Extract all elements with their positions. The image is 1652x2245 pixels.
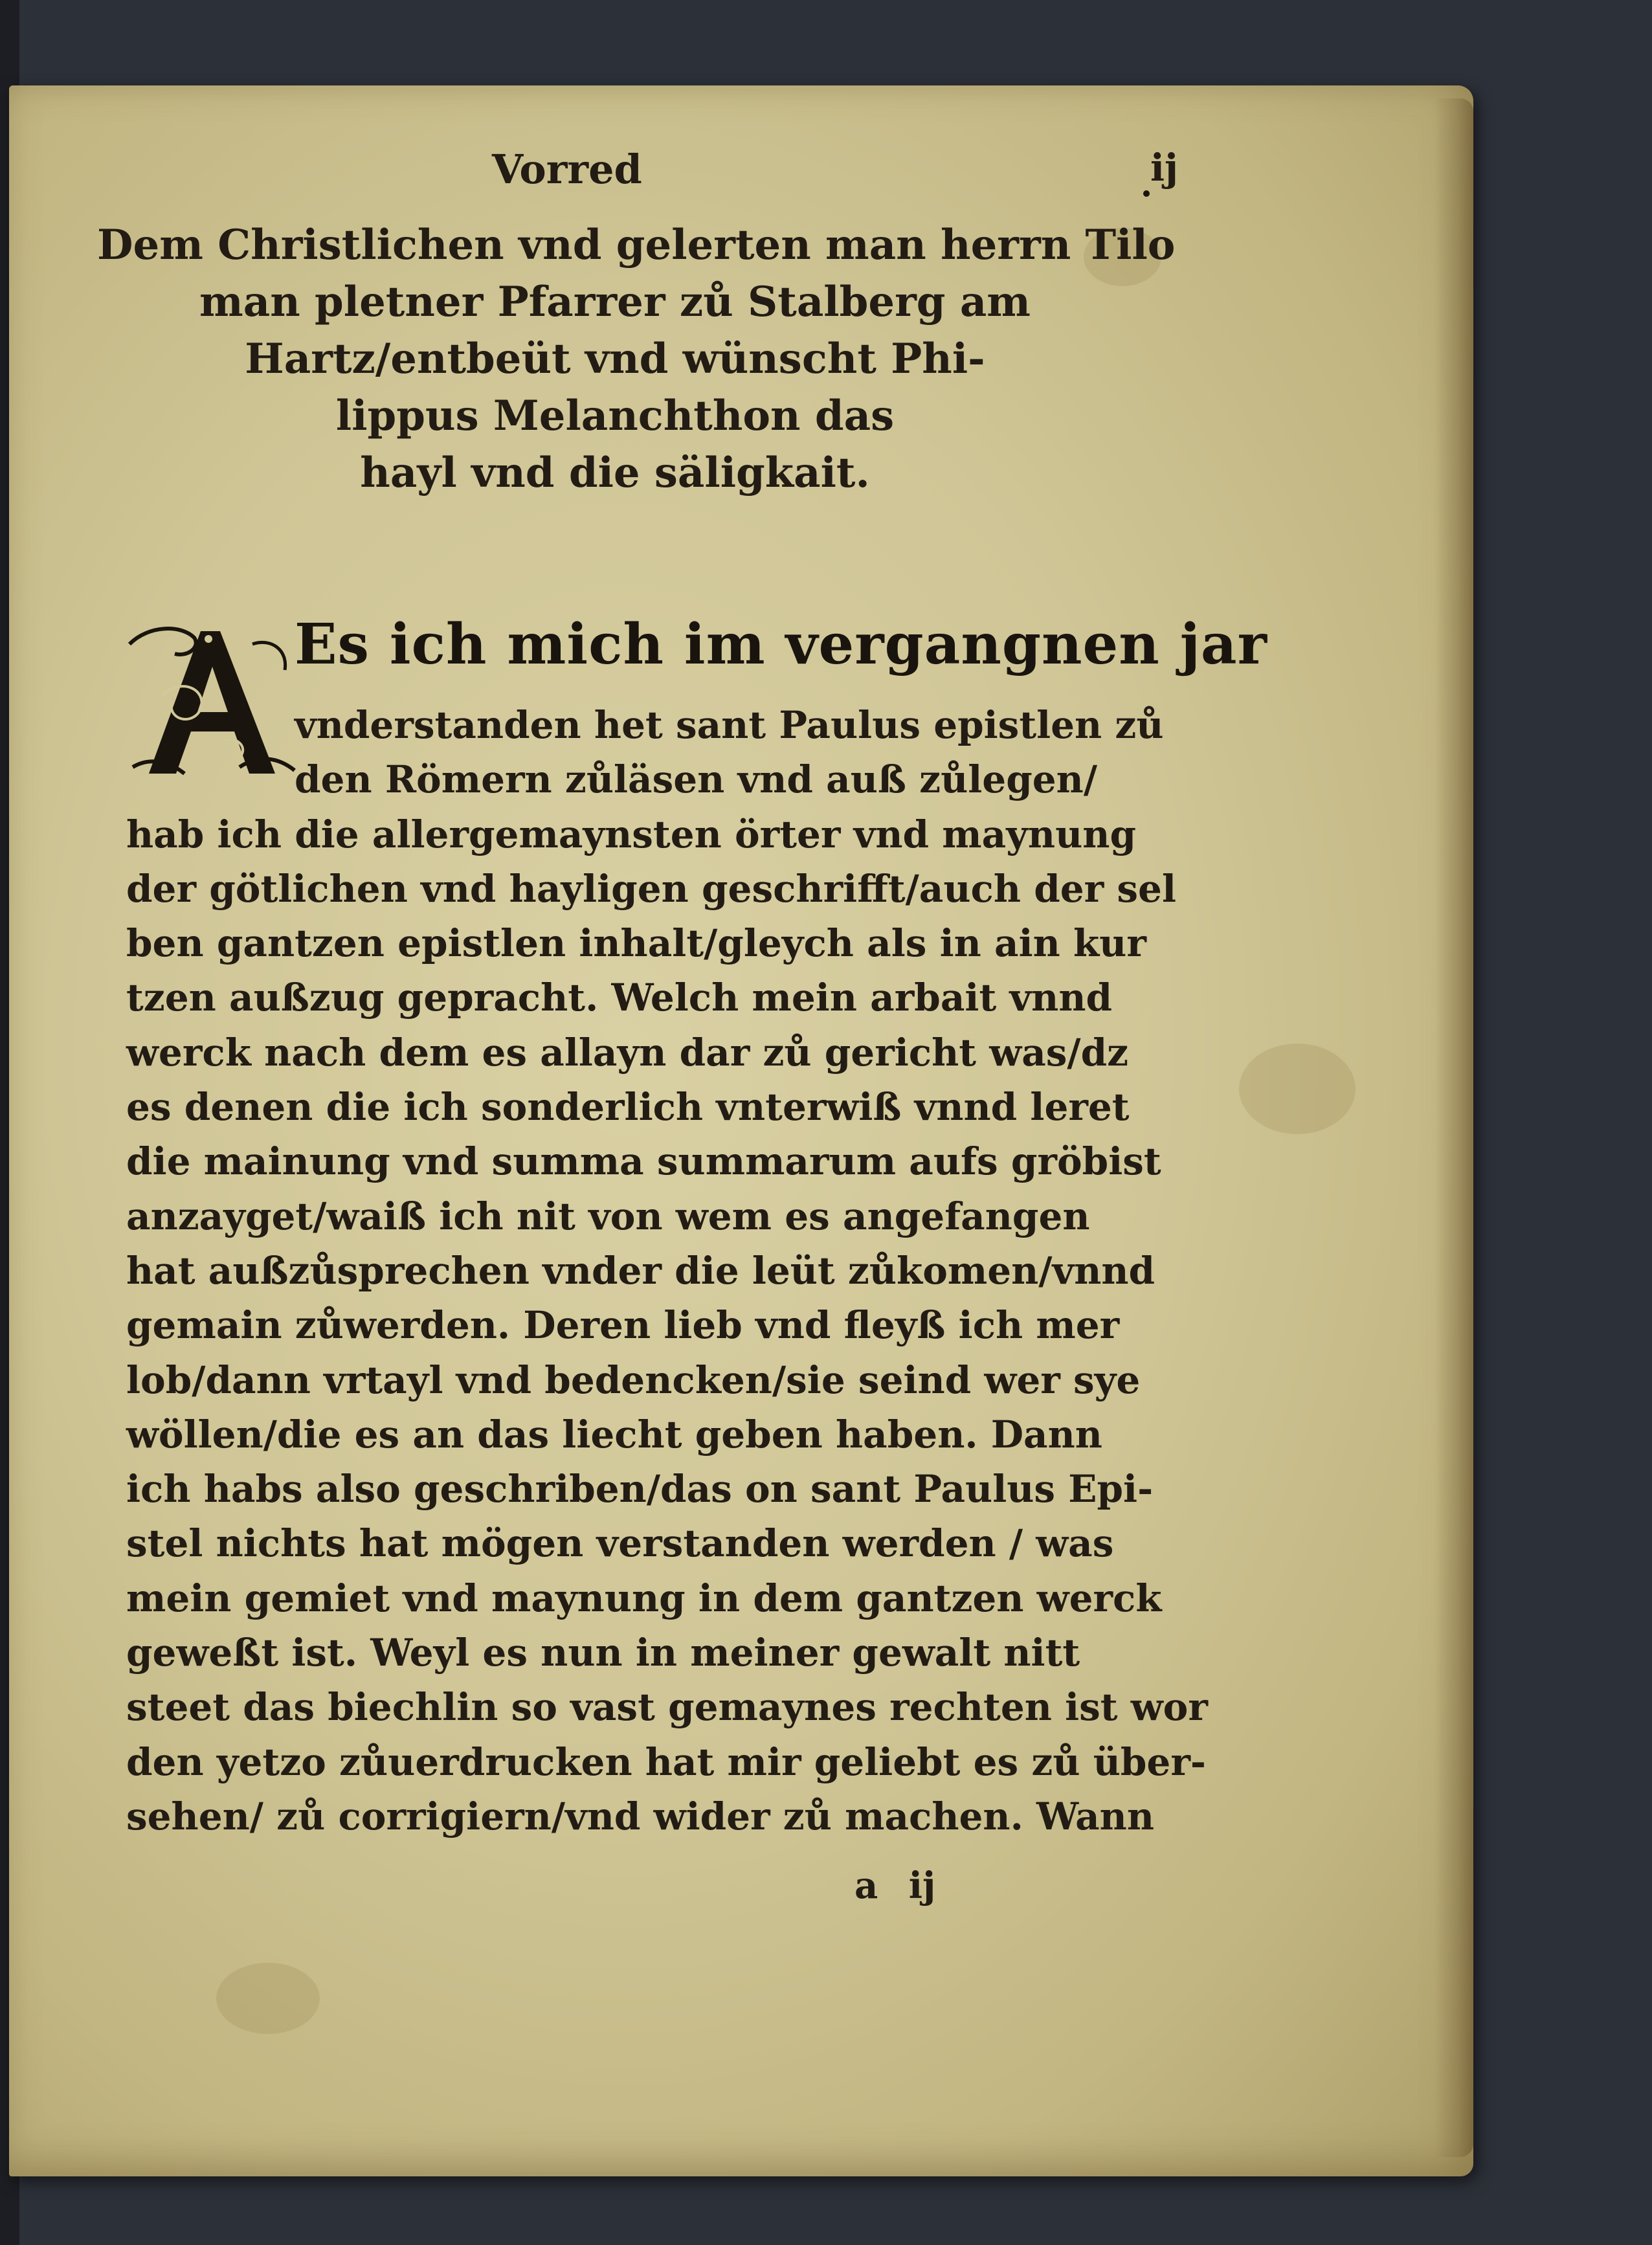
paper-stain bbox=[216, 1963, 320, 2034]
body-line: gemain zůwerden. Deren lieb vnd fleyß ich mer bbox=[126, 1303, 1120, 1348]
heading-line: man pletner Pfarrer zů Stalberg am bbox=[199, 278, 1031, 326]
body-line: lob/dann vrtayl vnd bedencken/sie seind wer sye bbox=[126, 1357, 1141, 1402]
dedication-heading bbox=[97, 217, 1176, 502]
body-line: ich habs also geschriben/das on sant Paulus Epi- bbox=[126, 1467, 1154, 1512]
running-head bbox=[492, 146, 1178, 210]
body-line: der götlichen vnd hayligen geschrifft/auch der sel bbox=[126, 866, 1176, 911]
running-title: Vorred bbox=[492, 146, 642, 193]
body-line: vnderstanden het sant Paulus epistlen zů bbox=[295, 703, 1164, 747]
heading-line: Dem Christlichen vnd gelerten man herrn Tilo bbox=[97, 221, 1176, 269]
body-line: die mainung vnd summa summarum aufs gröbist bbox=[126, 1139, 1161, 1184]
folio-number: ij bbox=[1150, 146, 1178, 190]
body-line: geweßt ist. Weyl es nun in meiner gewalt nitt bbox=[126, 1631, 1080, 1675]
page-edge-shadow bbox=[1434, 98, 1473, 2157]
body-line: wöllen/die es an das liecht geben haben. Dann bbox=[126, 1412, 1102, 1457]
signature-mark: a ij bbox=[854, 1864, 936, 1907]
body-line: sehen/ zů corrigiern/vnd wider zů machen. Wann bbox=[126, 1794, 1155, 1838]
heading-line: hayl vnd die säligkait. bbox=[360, 449, 870, 497]
opening-line: Es ich mich im vergangnen jar bbox=[295, 612, 1267, 677]
body-line: stel nichts hat mögen verstanden werden / was bbox=[126, 1521, 1114, 1566]
body-line: hab ich die allergemaynsten örter vnd maynung bbox=[126, 812, 1136, 856]
body-line: es denen die ich sonderlich vnterwiß vnnd leret bbox=[126, 1085, 1130, 1130]
paper-stain bbox=[1239, 1044, 1356, 1134]
heading-line: Hartz/entbeüt vnd wünscht Phi- bbox=[245, 335, 985, 383]
body-line: den Römern zůläsen vnd auß zůlegen/ bbox=[295, 757, 1098, 802]
body-text bbox=[126, 698, 1208, 1844]
body-line: anzayget/waiß ich nit von wem es angefangen bbox=[126, 1194, 1090, 1238]
heading-line: lippus Melanchthon das bbox=[335, 392, 895, 440]
body-line: den yetzo zůuerdrucken hat mir geliebt es zů über- bbox=[126, 1739, 1206, 1784]
body-line: tzen außzug gepracht. Welch mein arbait vnnd bbox=[126, 976, 1113, 1020]
body-line: werck nach dem es allayn dar zů gericht was/dz bbox=[126, 1030, 1129, 1075]
body-line: hat außzůsprechen vnder die leüt zůkomen/vnnd bbox=[126, 1248, 1155, 1293]
body-line: ben gantzen epistlen inhalt/gleych als in ain kur bbox=[126, 921, 1146, 966]
body-line: steet das biechlin so vast gemaynes rechten ist wor bbox=[126, 1685, 1208, 1730]
body-line: mein gemiet vnd maynung in dem gantzen werck bbox=[126, 1576, 1162, 1620]
